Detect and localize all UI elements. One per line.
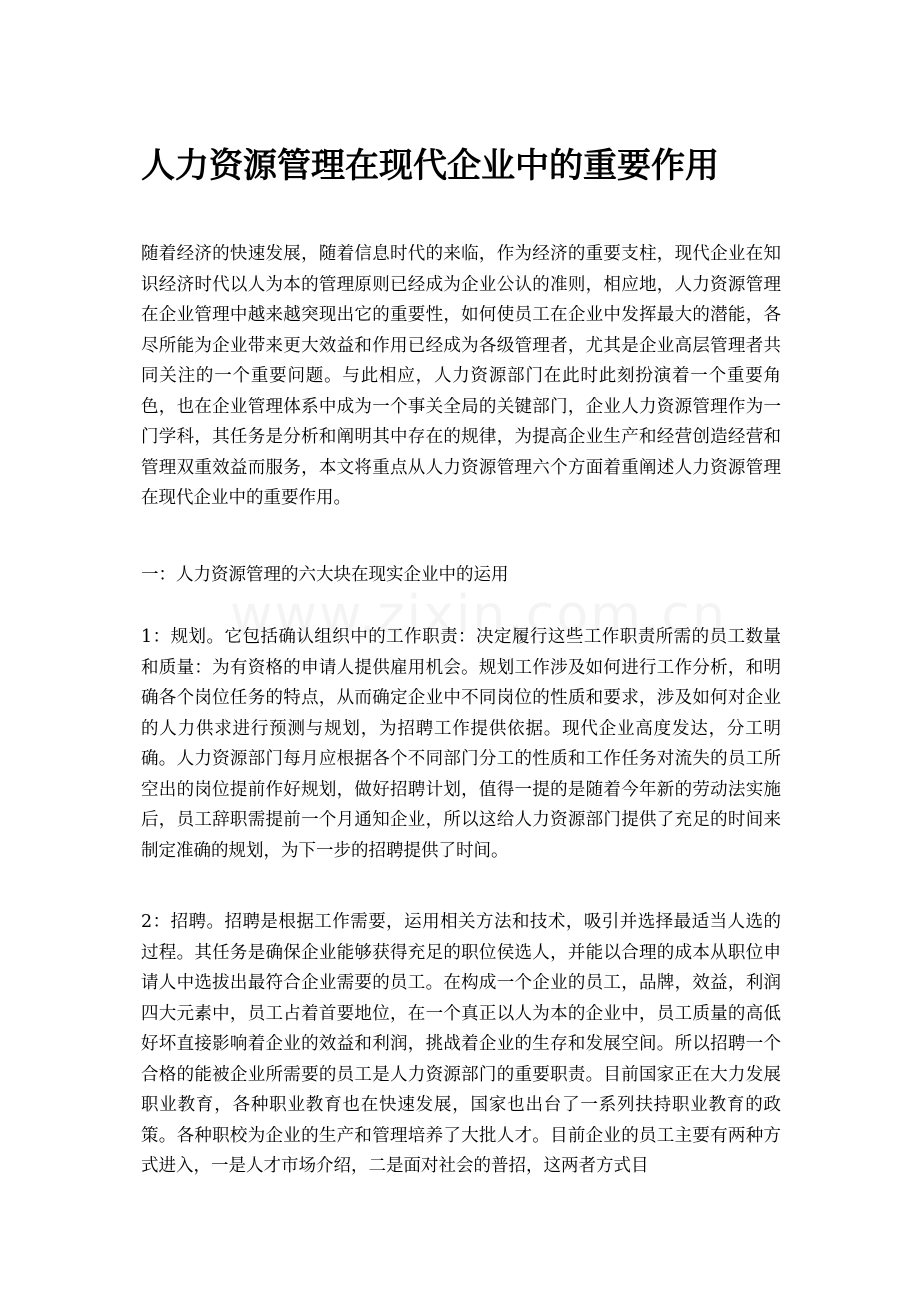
planning-paragraph: 1：规划。它包括确认组织中的工作职责：决定履行这些工作职责所需的员工数量和质量：为有资格的申请人提供雇用机会。规划工作涉及如何进行工作分析，和明确各个岗位任务的特点，从而确定企业中不同岗位的性质和要求，涉及如何对企业的人力供求进行预测与规划，为招聘工作提供依据。现代企业高度发达，分工明确。人力资源部门每月应根据各个不同部门分工的性质和工作任务对流失的员工所空出的岗位提前作好规划，做好招聘计划，值得一提的是随着今年新的劳动法实施后，员工辞职需提前一个月通知企业，所以这给人力资源部门提供了充足的时间来制定准确的规划，为下一步的招聘提供了时间。 <box>141 627 781 861</box>
intro-paragraph: 随着经济的快速发展，随着信息时代的来临，作为经济的重要支柱，现代企业在知识经济时代以人为本的管理原则已经成为企业公认的准则，相应地，人力资源管理在企业管理中越来越突现出它的重要性，如何使员工在企业中发挥最大的潜能，各尽所能为企业带来更大效益和作用已经成为各级管理者，尤其是企业高层管理者共同关注的一个重要问题。与此相应，人力资源部门在此时此刻扮演着一个重要角色，也在企业管理体系中成为一个事关全局的关键部门，企业人力资源管理作为一门学科，其任务是分析和阐明其中存在的规律，为提高企业生产和经营创造经营和管理双重效益而服务，本文将重点从人力资源管理六个方面着重阐述人力资源管理在现代企业中的重要作用。 <box>141 244 781 508</box>
recruitment-paragraph: 2：招聘。招聘是根据工作需要，运用相关方法和技术，吸引并选择最适当人选的过程。其任务是确保企业能够获得充足的职位侯选人，并能以合理的成本从职位申请人中选拔出最符合企业需要的员工。在构成一个企业的员工，品牌，效益，利润四大元素中，员工占着首要地位，在一个真正以人为本的企业中，员工质量的高低好坏直接影响着企业的效益和利润，挑战着企业的生存和发展空间。所以招聘一个合格的能被企业所需要的员工是人力资源部门的重要职责。目前国家正在大力发展职业教育，各种职业教育也在快速发展，国家也出台了一系列扶持职业教育的政策。各种职校为企业的生产和管理培养了大批人才。目前企业的员工主要有两种方式进入，一是人才市场介绍，二是面对社会的普招，这两者方式目 <box>141 912 781 1176</box>
section-heading: 一：人力资源管理的六大块在现实企业中的运用 <box>141 565 509 585</box>
document-title: 人力资源管理在现代企业中的重要作用 <box>141 146 719 186</box>
